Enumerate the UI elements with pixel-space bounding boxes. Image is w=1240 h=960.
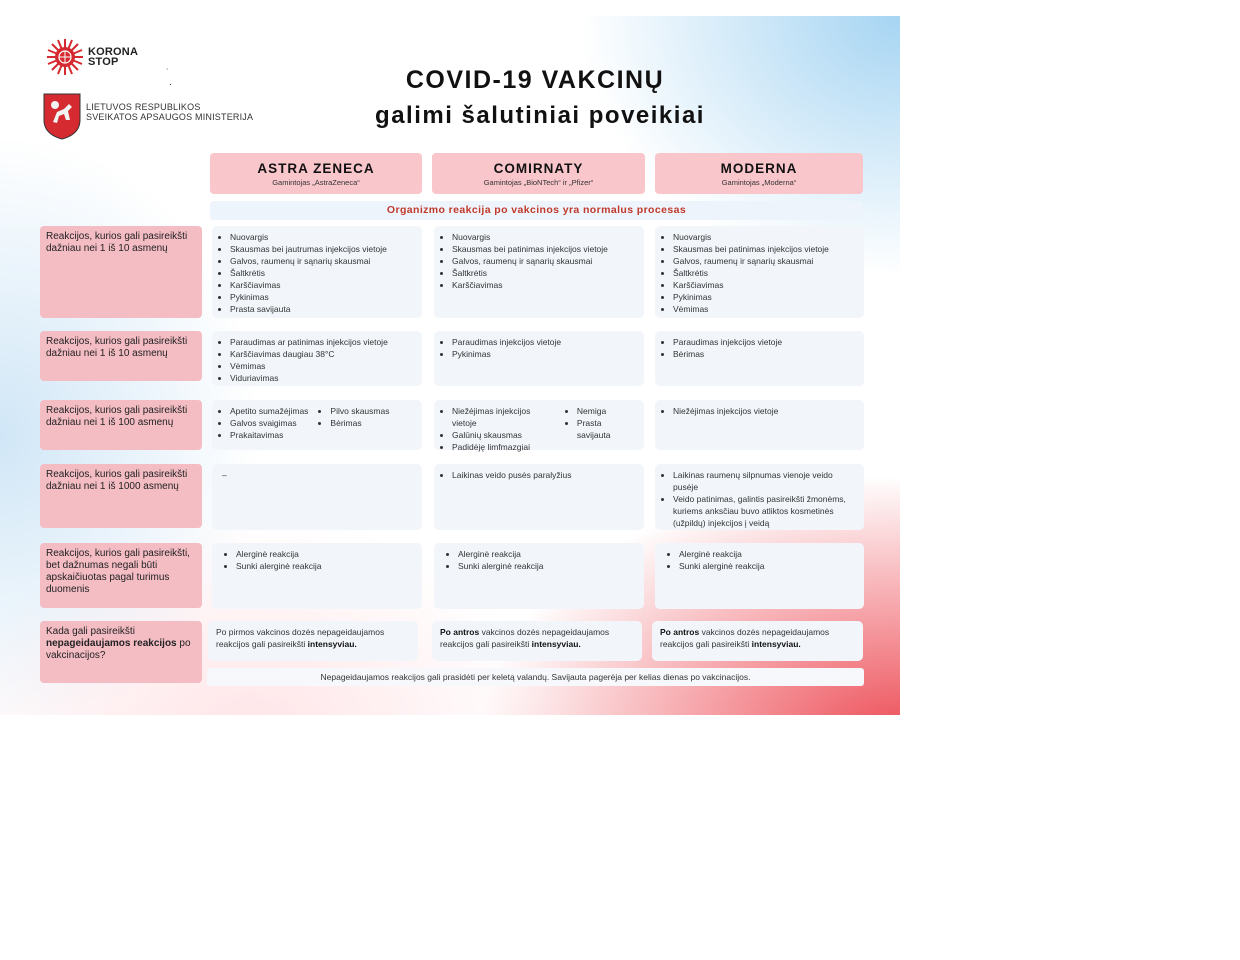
symptom-item: • Paraudimas injekcijos vietoje <box>452 336 636 348</box>
page-title: COVID-19 VAKCINŲ <box>405 66 665 94</box>
coat-of-arms-icon <box>42 92 82 140</box>
symptom-item: • Galvos, raumenų ir sąnarių skausmai <box>452 255 636 267</box>
symptom-item: • Nuovargis <box>230 231 414 243</box>
when-label-bold: nepageidaujamos reakcijos <box>46 638 177 649</box>
symptom-item: • Alerginė reakcija <box>236 548 414 560</box>
poster <box>0 16 900 715</box>
cell-astrazeneca-row5 <box>212 543 422 609</box>
symptom-item: • Šaltkrėtis <box>452 267 636 279</box>
symptom-item: • Galvos, raumenų ir sąnarių skausmai <box>230 255 414 267</box>
symptom-item: • Pykinimas <box>230 291 414 303</box>
cell-comirnaty-row4 <box>434 464 644 530</box>
symptom-item: • Pykinimas <box>452 348 636 360</box>
decorative-dots: ˙ · <box>166 68 173 90</box>
symptom-item: • Skausmas bei patinimas injekcijos vietoje <box>673 243 856 255</box>
cell-comirnaty-row3 <box>434 400 644 450</box>
symptom-item: • Karščiavimas <box>673 279 856 291</box>
symptom-item: • Pilvo skausmas <box>330 405 389 417</box>
symptom-item: • Sunki alerginė reakcija <box>679 560 856 572</box>
symptom-item: • Skausmas bei jautrumas injekcijos vietoje <box>230 243 414 255</box>
footer-note: Nepageidaujamos reakcijos gali prasidėti per keletą valandų. Savijauta pagerėja per kelias dienas po vakcinacijos. <box>207 668 864 686</box>
symptom-item: • Veido patinimas, galintis pasireikšti žmonėms, kuriems anksčiau buvo atliktos kosmetinės (užpildų) injekcijos į veidą <box>673 493 856 529</box>
vaccine-name: ASTRA ZENECA <box>257 161 375 176</box>
row-label-frequency-4: Reakcijos, kurios gali pasireikšti dažniau nei 1 iš 1000 asmenų <box>40 464 202 528</box>
cell-comirnaty-row5 <box>434 543 644 609</box>
symptom-item: • Skausmas bei patinimas injekcijos vietoje <box>452 243 636 255</box>
symptom-item: • Bėrimas <box>673 348 856 360</box>
cell-moderna-when: Po antros vakcinos dozės nepageidaujamos reakcijos gali pasireikšti intensyviau. <box>652 621 863 661</box>
symptom-item: • Pykinimas <box>673 291 856 303</box>
symptom-item: • Galvos, raumenų ir sąnarių skausmai <box>673 255 856 267</box>
cell-moderna-row5 <box>655 543 864 609</box>
symptom-item: • Niežėjimas injekcijos vietoje <box>452 405 555 429</box>
symptom-item: • Vėmimas <box>673 303 856 315</box>
cell-moderna-row1 <box>655 226 864 318</box>
cell-astrazeneca-row3 <box>212 400 422 450</box>
ministry-line-2: SVEIKATOS APSAUGOS MINISTERIJA <box>86 112 254 122</box>
empty-dash: – <box>222 470 227 480</box>
symptom-item: • Viduriavimas <box>230 372 414 384</box>
symptom-item: • Paraudimas injekcijos vietoje <box>673 336 856 348</box>
page-subtitle: galimi šalutiniai poveikiai <box>375 102 705 129</box>
symptom-item: • Vėmimas <box>230 360 414 372</box>
vaccine-name: MODERNA <box>720 161 798 176</box>
symptom-item: • Karščiavimas <box>230 279 414 291</box>
vaccine-maker: Gamintojas „Moderna“ <box>721 178 797 187</box>
symptom-item: • Sunki alerginė reakcija <box>458 560 636 572</box>
korona-stop-logo <box>46 38 138 76</box>
symptom-item: • Nemiga <box>577 405 636 417</box>
symptom-item: • Šaltkrėtis <box>673 267 856 279</box>
vaccine-header-moderna <box>655 153 863 194</box>
vaccine-header-astrazeneca <box>210 153 422 194</box>
symptom-item: • Alerginė reakcija <box>679 548 856 560</box>
symptom-item: • Prasta savijauta <box>230 303 414 315</box>
symptom-item: • Laikinas raumenų silpnumas vienoje veido pusėje <box>673 469 856 493</box>
korona-text: KORONA <box>88 46 139 58</box>
symptom-item: • Padidėję limfmazgiai <box>452 441 555 453</box>
symptom-item: • Karščiavimas daugiau 38°C <box>230 348 414 360</box>
symptom-item: • Šaltkrėtis <box>230 267 414 279</box>
cell-astrazeneca-row4 <box>212 464 422 530</box>
cell-astrazeneca-row1 <box>212 226 422 318</box>
virus-icon <box>46 38 84 76</box>
symptom-item: • Bėrimas <box>330 417 389 429</box>
cell-comirnaty-row2 <box>434 331 644 386</box>
symptom-item: • Nuovargis <box>673 231 856 243</box>
symptom-item: • Prasta savijauta <box>577 417 636 441</box>
cell-moderna-row2 <box>655 331 864 386</box>
symptom-item: • Karščiavimas <box>452 279 636 291</box>
ministry-line-1: LIETUVOS RESPUBLIKOS <box>86 102 201 112</box>
symptom-item: • Laikinas veido pusės paralyžius <box>452 469 636 481</box>
stop-text: STOP <box>88 56 119 68</box>
symptom-item: • Galvos svaigimas <box>230 417 308 429</box>
row-label-frequency-1: Reakcijos, kurios gali pasireikšti dažniau nei 1 iš 10 asmenų <box>40 226 202 318</box>
cell-astrazeneca-when: Po pirmos vakcinos dozės nepageidaujamos reakcijos gali pasireikšti intensyviau. <box>208 621 418 661</box>
cell-comirnaty-row1 <box>434 226 644 318</box>
row-label-when: Kada gali pasireikšti nepageidaujamos reakcijos po vakcinacijos? <box>40 621 202 683</box>
symptom-item: • Niežėjimas injekcijos vietoje <box>673 405 856 417</box>
symptom-item: • Alerginė reakcija <box>458 548 636 560</box>
row-label-frequency-unknown: Reakcijos, kurios gali pasireikšti, bet dažnumas negali būti apskaičiuotas pagal turimus duomenis <box>40 543 202 608</box>
vaccine-maker: Gamintojas „BioNTech“ ir „Pfizer“ <box>483 178 594 187</box>
cell-astrazeneca-row2 <box>212 331 422 386</box>
cell-moderna-row4 <box>655 464 864 530</box>
symptom-item: • Sunki alerginė reakcija <box>236 560 414 572</box>
row-label-frequency-3: Reakcijos, kurios gali pasireikšti dažniau nei 1 iš 100 asmenų <box>40 400 202 450</box>
vaccine-header-comirnaty <box>432 153 645 194</box>
row-label-frequency-2: Reakcijos, kurios gali pasireikšti dažniau nei 1 iš 10 asmenų <box>40 331 202 381</box>
symptom-item: • Apetito sumažėjimas <box>230 405 308 417</box>
cell-comirnaty-when: Po antros vakcinos dozės nepageidaujamos reakcijos gali pasireikšti intensyviau. <box>432 621 642 661</box>
symptom-item: • Prakaitavimas <box>230 429 308 441</box>
cell-moderna-row3 <box>655 400 864 450</box>
symptom-item: • Paraudimas ar patinimas injekcijos vietoje <box>230 336 414 348</box>
ministry-logo <box>42 92 253 140</box>
vaccine-maker: Gamintojas „AstraZeneca“ <box>272 178 360 187</box>
vaccine-name: COMIRNATY <box>493 161 584 176</box>
symptom-item: • Galūnių skausmas <box>452 429 555 441</box>
normal-process-banner: Organizmo reakcija po vakcinos yra normalus procesas <box>210 201 863 220</box>
symptom-item: • Nuovargis <box>452 231 636 243</box>
